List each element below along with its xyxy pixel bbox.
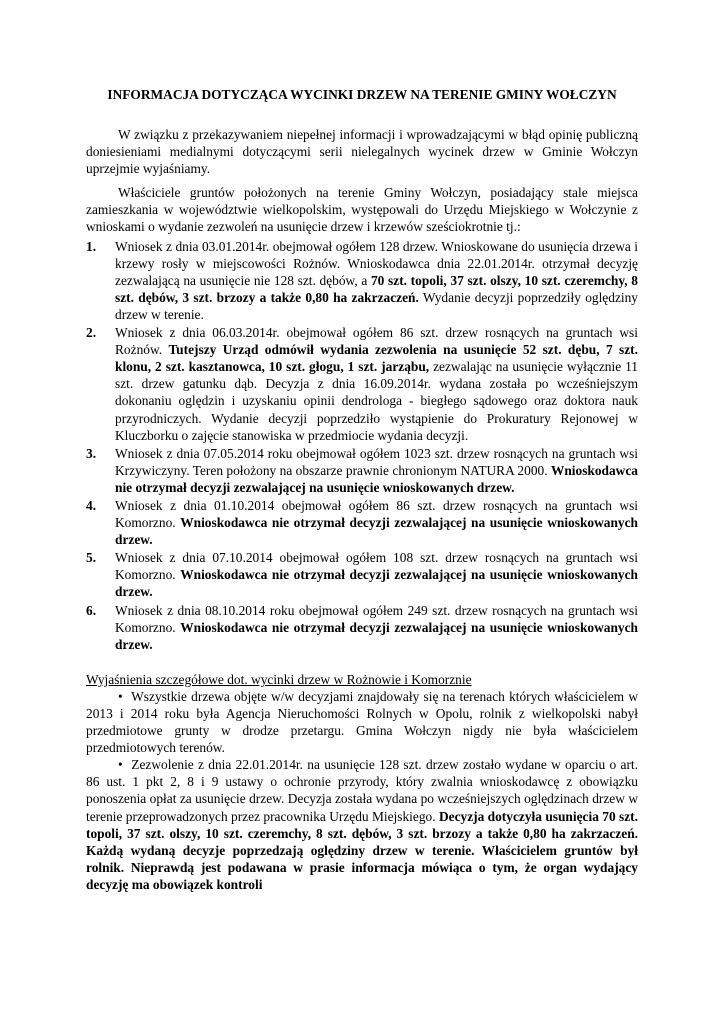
list-item-number: 4. [86, 497, 97, 513]
document-page [86, 86, 638, 893]
list-item [86, 238, 638, 323]
list-item [86, 497, 638, 548]
list-item-bold-text: 70 szt. topoli, 37 szt. olszy, 10 szt. czeremchy, 8 szt. dębów, 3 szt. brzozy a także 0,80 ha zakrzaczeń. [115, 272, 639, 305]
list-item-bold-text: Wnioskodawca nie otrzymał decyzji zezwalającej na usunięcie wnioskowanych drzew. [115, 462, 638, 495]
list-item-text: Wniosek z dnia 01.10.2014 obejmował ogółem 86 szt. drzew rosnących na gruntach wsi Komorzno. [115, 497, 638, 531]
list-item-number: 2. [86, 325, 97, 341]
list-item-text: Wniosek z dnia 06.03.2014r. obejmował ogółem 86 szt. drzew rosnących na gruntach wsi Rożnów. [115, 325, 638, 358]
intro-paragraph-1: W związku z przekazywaniem niepełnej informacji i wprowadzającymi w błąd opinię publiczną doniesieniami medialnymi dotyczącymi serii nielegalnych wycinek drzew w Gminie Wołczyn uprzejmie wyjaśniamy. [86, 127, 638, 177]
bullet-text: Wszystkie drzewa objęte w/w decyzjami znajdowały się na terenach których właścicielem w 2013 i 2014 roku była Agencja Nieruchomości Rolnych w Opolu, rolnik z wielkopolski nabył przedmiotowe grunty w drodze przetargu. Gmina Wołczyn nigdy nie była właścicielem przedmiotowych terenów. [86, 688, 638, 756]
list-item-text: Wniosek z dnia 07.05.2014 roku obejmował ogółem 1023 szt. drzew rosnących na gruntach wsi Krzywiczyny. Teren położony na obszarze prawnie chronionym NATURA 2000. [115, 445, 638, 478]
list-item-number: 5. [86, 550, 97, 566]
list-item-bold-text: Wnioskodawca nie otrzymał decyzji zezwalającej na usunięcie wnioskowanych drzew. [115, 567, 638, 600]
intro-paragraph-2: Właściciele gruntów położonych na terenie Gminy Wołczyn, posiadający stale miejsca zamieszkania w województwie wielkopolskim, występowali do Urzędu Miejskiego w Wołczynie z wnioskami o wydanie zezwoleń na usunięcie drzew i krzewów sześciokrotnie tj.: [86, 185, 638, 235]
bullet-marker: • [118, 757, 123, 773]
bullet-text: Zezwolenie z dnia 22.01.2014r. na usunięcie 128 szt. drzew zostało wydane w oparciu o art. 86 ust. 1 pkt 2, 8 i 9 ustawy o ochronie przyrody, który zwalnia wnioskodawcę z obowiązku ponoszenia opłat za usunięcie drzew. Decyzja została wydana po wcześniejszych oględzinach drzew w terenie przeprowadzonych przez pracownika Urzędu Miejskiego. [86, 757, 638, 824]
list-item-text-end: zezwalając na usunięcie wyłącznie 11 szt. drzew gatunku dąb. Decyzja z dnia 16.09.2014r. wydana została po wcześniejszym dokonaniu oględzin i uzyskaniu opinii dendrologa - biegłego sądowego oraz doktora nauk przyrodniczych. Wydanie decyzji poprzedziło wystąpienie do Prokuratury Rejonowej w Kluczborku o zajęcie stanowiska w przedmiocie wydania decyzji. [115, 359, 638, 443]
details-heading: Wyjaśnienia szczegółowe dot. wycinki drzew w Rożnowie i Komorznie [86, 671, 472, 687]
list-item-bold-text: Tutejszy Urząd odmówił wydania zezwolenia na usunięcie 52 szt. dębu, 7 szt. klonu, 2 szt. kasztanowca, 10 szt. głogu, 1 szt. jarząbu, [115, 342, 638, 375]
list-item-number: 1. [86, 238, 97, 254]
list-item-number: 3. [86, 445, 97, 461]
list-item [86, 324, 638, 444]
details-bullet-1 [86, 688, 638, 756]
list-item-text-end: Wydanie decyzji poprzedziły oględziny drzew w terenie. [115, 289, 638, 322]
list-item [86, 602, 638, 653]
document-title: INFORMACJA DOTYCZĄCA WYCINKI DRZEW NA TERENIE GMINY WOŁCZYN [107, 87, 617, 102]
bullet-bold-text: Decyzja dotyczyła usunięcia 70 szt. topoli, 37 szt. olszy, 10 szt. czeremchy, 8 szt. dębów, 3 szt. brzozy a także 0,80 ha zakrzaczeń. Każdą wydaną decyzje poprzedzają oględziny drzew w terenie. Właścicielem gruntów był rolnik. Nieprawdą jest podawana w prasie informacja mówiąca o tym, że organ wydający decyzję ma obowiązek kontroli [86, 808, 638, 892]
requests-list [86, 238, 638, 653]
list-item-bold-text: Wnioskodawca nie otrzymał decyzji zezwalającej na usunięcie wnioskowanych drzew. [115, 515, 638, 548]
bullet-marker: • [118, 688, 123, 704]
list-item [86, 549, 638, 600]
list-item-number: 6. [86, 602, 97, 618]
list-item [86, 445, 638, 496]
details-bullet-2 [86, 756, 638, 893]
list-item-text: Wniosek z dnia 07.10.2014 obejmował ogółem 108 szt. drzew rosnących na gruntach wsi Komorzno. [115, 550, 638, 583]
list-item-text: Wniosek z dnia 08.10.2014 roku obejmował ogółem 249 szt. drzew rosnących na gruntach wsi Komorzno. [115, 602, 638, 635]
list-item-bold-text: Wnioskodawca nie otrzymał decyzji zezwalającej na usunięcie wnioskowanych drzew. [115, 619, 638, 652]
list-item-text: Wniosek z dnia 03.01.2014r. obejmował ogółem 128 drzew. Wnioskowane do usunięcia drzewa i krzewy rosły w miejscowości Rożnów. Wnioskodawca dnia 22.01.2014r. otrzymał decyzję zezwalającą na usunięcie nie 128 szt. dębów, a [115, 238, 638, 288]
